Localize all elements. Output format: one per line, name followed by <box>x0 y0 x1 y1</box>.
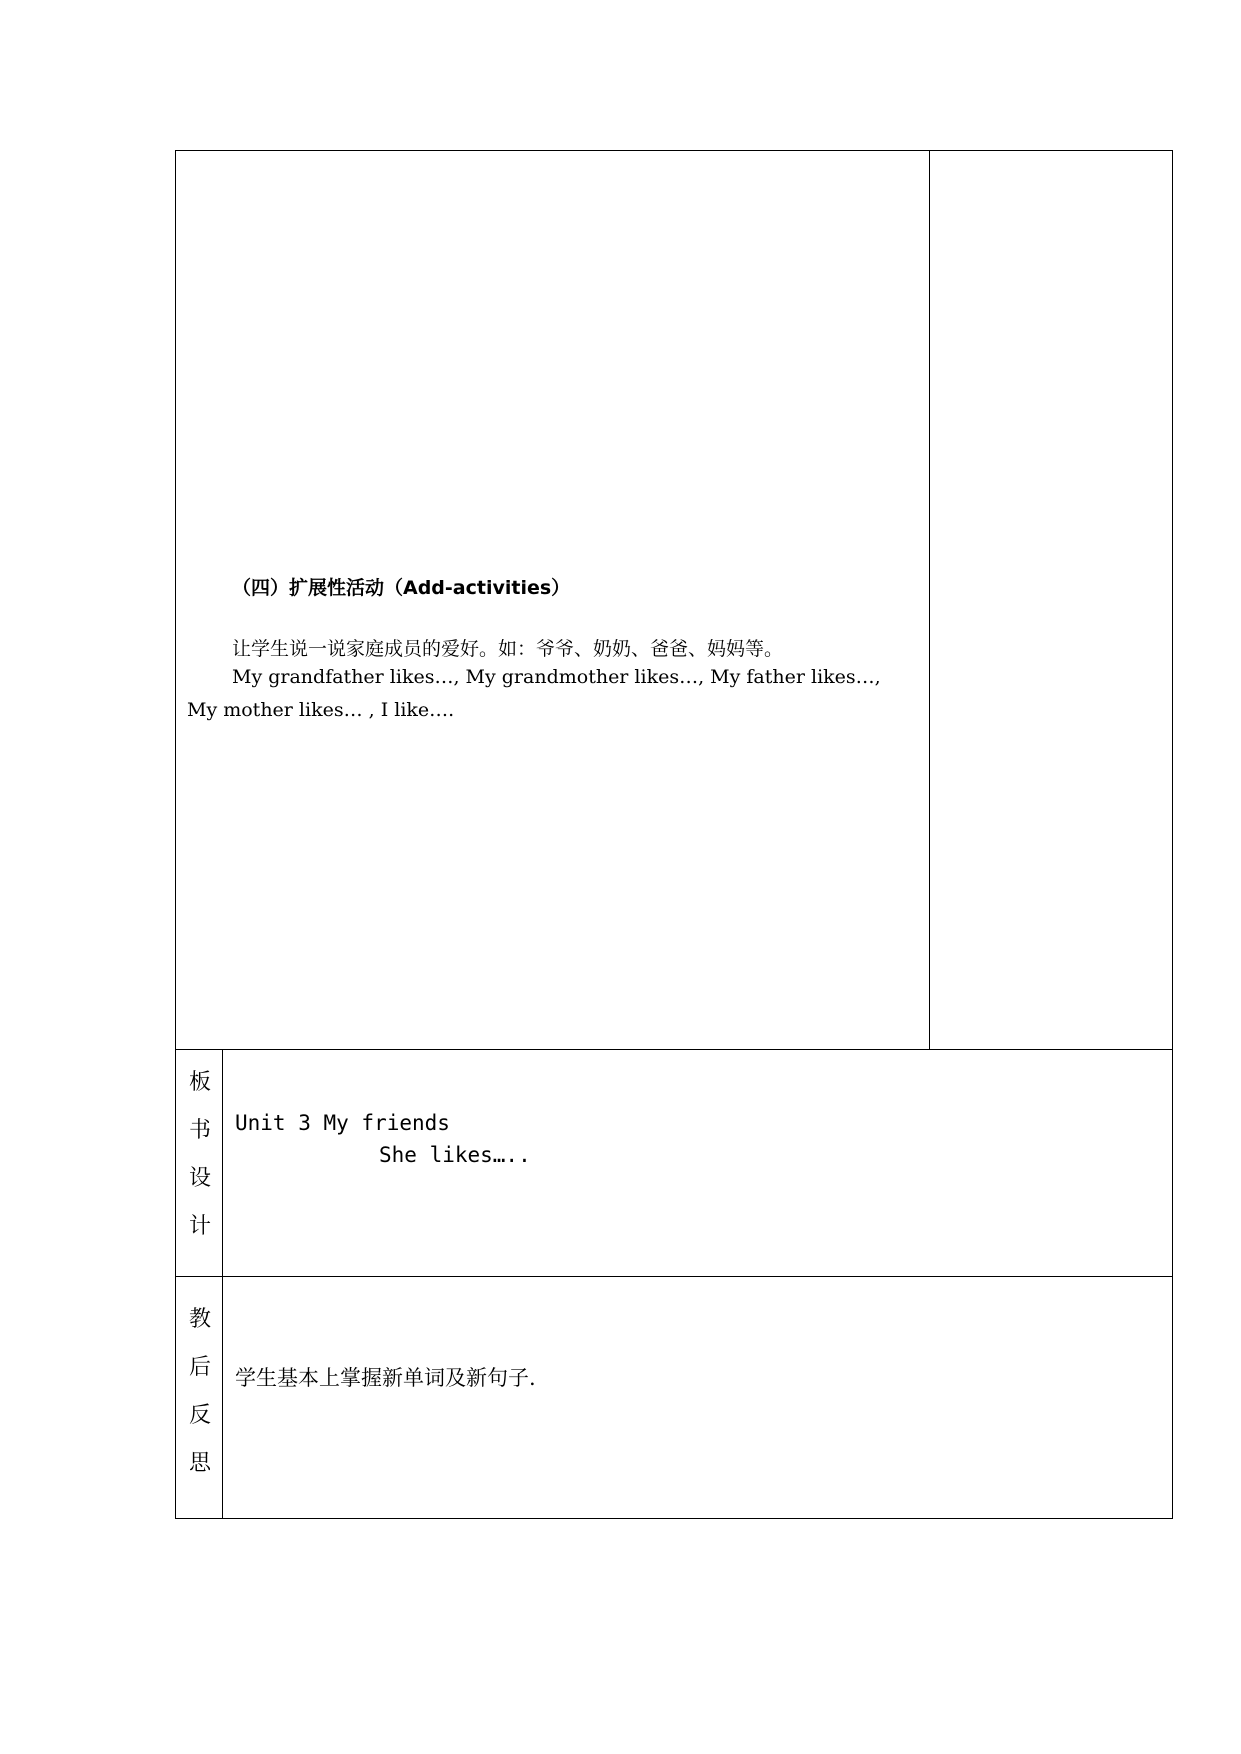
table-divider-reflection <box>175 1276 1173 1277</box>
table-right-border <box>1172 150 1173 1519</box>
notes-column-divider <box>929 150 930 1050</box>
reflection-label-char: 反 <box>188 1403 211 1428</box>
reflection-text: 学生基本上掌握新单词及新句子. <box>235 1366 536 1390</box>
board-design-label-char: 板 <box>188 1070 211 1095</box>
activities-example-line-1: My grandfather likes…, My grandmother likes…, My father likes…, <box>232 666 881 688</box>
table-divider-board <box>175 1049 1173 1050</box>
table-bottom-border <box>175 1518 1173 1519</box>
label-column-divider <box>222 1049 223 1519</box>
reflection-label-char: 思 <box>188 1451 211 1476</box>
reflection-label-char: 教 <box>188 1307 211 1332</box>
reflection-label <box>178 1296 222 1488</box>
table-left-border <box>175 150 176 1519</box>
board-design-sentence: She likes….. <box>379 1143 531 1167</box>
board-design-label-char: 设 <box>188 1166 211 1191</box>
board-design-label-char: 计 <box>188 1214 211 1239</box>
table-top-border <box>175 150 1173 151</box>
activities-instruction: 让学生说一说家庭成员的爱好。如：爷爷、奶奶、爸爸、妈妈等。 <box>232 638 784 660</box>
board-design-title: Unit 3 My friends <box>235 1111 450 1135</box>
activities-heading: （四）扩展性活动（Add-activities） <box>232 577 571 599</box>
reflection-label-char: 后 <box>188 1355 211 1380</box>
board-design-label <box>178 1059 222 1251</box>
activities-example-line-2: My mother likes… , I like…. <box>187 699 455 721</box>
board-design-label-char: 书 <box>188 1118 211 1143</box>
